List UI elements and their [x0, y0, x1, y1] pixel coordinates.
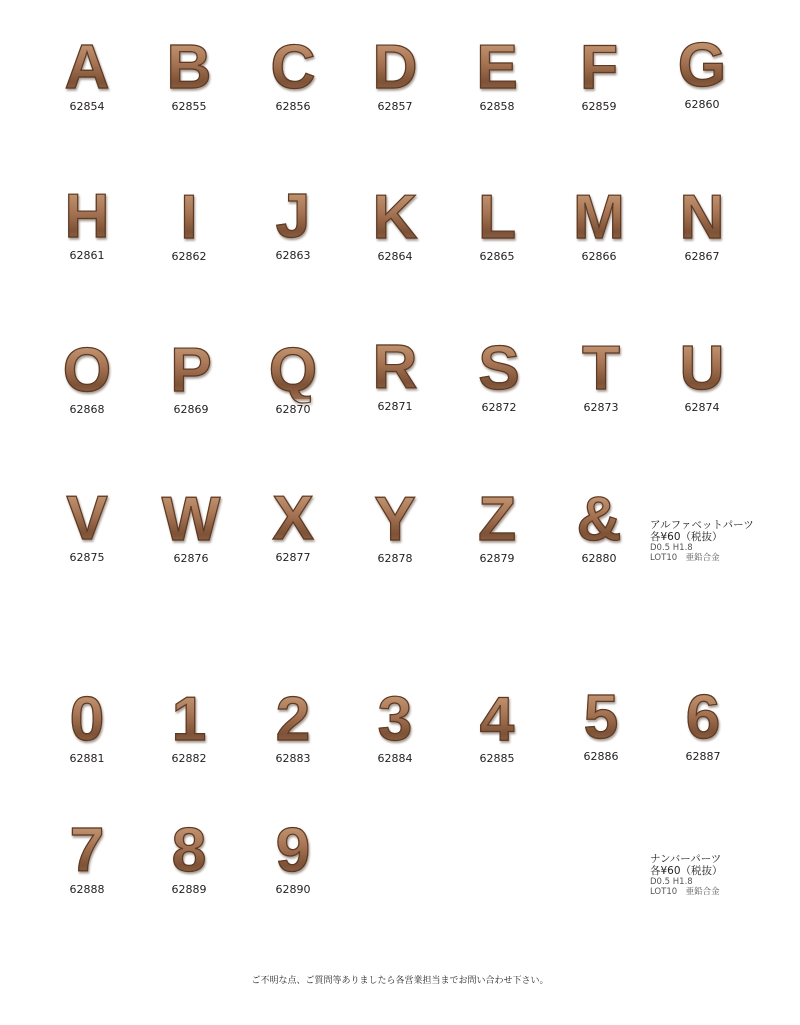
letter-glyph: O: [37, 343, 137, 399]
alphabet-part-c: [243, 33, 343, 113]
part-code: 62885: [479, 752, 515, 765]
part-code: 62860: [684, 98, 720, 111]
number-part-6: [653, 683, 753, 763]
part-code: 62861: [69, 249, 105, 262]
alphabet-part-z: [447, 485, 547, 565]
footer-note: ご不明な点、ご質問等ありましたら各営業担当までお問い合わせ下さい。: [251, 976, 549, 986]
part-code: 62876: [173, 552, 209, 565]
letter-glyph: G: [652, 38, 752, 94]
alphabet-info-price: 各¥60（税抜）: [650, 531, 723, 543]
letter-glyph: Z: [447, 492, 547, 548]
number-info: [650, 853, 723, 897]
alphabet-part-d: [345, 33, 445, 113]
letter-glyph: U: [652, 341, 752, 397]
number-part-2: [243, 685, 343, 765]
part-code: 62855: [171, 100, 207, 113]
part-code: 62859: [581, 100, 617, 113]
number-part-5: [551, 683, 651, 763]
alphabet-part-q: [243, 336, 343, 416]
digit-glyph: 3: [345, 692, 445, 748]
letter-glyph: E: [447, 40, 547, 96]
alphabet-part-s: [449, 334, 549, 414]
digit-glyph: 7: [37, 823, 137, 879]
digit-glyph: 8: [139, 823, 239, 879]
part-code: 62863: [275, 249, 311, 262]
letter-glyph: R: [345, 340, 445, 396]
letter-glyph: J: [243, 189, 343, 245]
letter-glyph: L: [447, 190, 547, 246]
alphabet-part-h: [37, 182, 137, 262]
part-code: 62866: [581, 250, 617, 263]
letter-glyph: P: [141, 343, 241, 399]
part-code: 62870: [275, 403, 311, 416]
part-code: 62868: [69, 403, 105, 416]
alphabet-part-k: [345, 183, 445, 263]
part-code: 62873: [583, 401, 619, 414]
alphabet-part-n: [652, 183, 752, 263]
letter-glyph: F: [549, 40, 649, 96]
letter-glyph: T: [551, 341, 651, 397]
part-code: 62854: [69, 100, 105, 113]
letter-glyph: W: [141, 492, 241, 548]
part-code: 62872: [481, 401, 517, 414]
alphabet-part-g: [652, 31, 752, 111]
alphabet-part-a: [37, 33, 137, 113]
letter-glyph: K: [345, 190, 445, 246]
number-part-0: [37, 685, 137, 765]
part-code: 62883: [275, 752, 311, 765]
digit-glyph: 1: [139, 692, 239, 748]
letter-glyph: I: [139, 190, 239, 246]
digit-glyph: 5: [551, 690, 651, 746]
letter-glyph: S: [449, 341, 549, 397]
letter-glyph: H: [37, 189, 137, 245]
alphabet-part-o: [37, 336, 137, 416]
part-code: 62889: [171, 883, 207, 896]
digit-glyph: 2: [243, 692, 343, 748]
part-code: 62862: [171, 250, 207, 263]
number-part-9: [243, 816, 343, 896]
alphabet-part-u: [652, 334, 752, 414]
part-code: 62865: [479, 250, 515, 263]
alphabet-part-j: [243, 182, 343, 262]
number-part-1: [139, 685, 239, 765]
part-code: 62879: [479, 552, 515, 565]
alphabet-part-v: [37, 484, 137, 564]
alphabet-part-y: [345, 485, 445, 565]
part-code: 62888: [69, 883, 105, 896]
number-info-size: D0.5 H1.8: [650, 877, 693, 887]
part-code: 62880: [581, 552, 617, 565]
alphabet-part-p: [141, 336, 241, 416]
letter-glyph: Y: [345, 492, 445, 548]
part-code: 62869: [173, 403, 209, 416]
number-info-title: ナンバーパーツ: [650, 853, 722, 865]
number-part-7: [37, 816, 137, 896]
letter-glyph: B: [139, 40, 239, 96]
letter-glyph: A: [37, 40, 137, 96]
alphabet-part-t: [551, 334, 651, 414]
digit-glyph: 4: [447, 692, 547, 748]
number-info-lot: LOT10 亜鉛合金: [650, 887, 720, 897]
letter-glyph: M: [549, 190, 649, 246]
letter-glyph: &: [549, 492, 649, 548]
alphabet-part-w: [141, 485, 241, 565]
part-code: 62886: [583, 750, 619, 763]
digit-glyph: 0: [37, 692, 137, 748]
letter-glyph: Q: [243, 343, 343, 399]
alphabet-part-b: [139, 33, 239, 113]
alphabet-part-ampersand: [549, 485, 649, 565]
part-code: 62867: [684, 250, 720, 263]
alphabet-part-r: [345, 333, 445, 413]
alphabet-info-size: D0.5 H1.8: [650, 543, 693, 553]
alphabet-info-title: アルファベットパーツ: [650, 519, 754, 531]
alphabet-part-l: [447, 183, 547, 263]
number-part-8: [139, 816, 239, 896]
part-code: 62858: [479, 100, 515, 113]
part-code: 62874: [684, 401, 720, 414]
letter-glyph: D: [345, 40, 445, 96]
alphabet-part-x: [243, 484, 343, 564]
alphabet-part-e: [447, 33, 547, 113]
alphabet-info-lot: LOT10 亜鉛合金: [650, 553, 720, 563]
part-code: 62881: [69, 752, 105, 765]
part-code: 62875: [69, 551, 105, 564]
letter-glyph: V: [37, 491, 137, 547]
alphabet-part-f: [549, 33, 649, 113]
letter-glyph: C: [243, 40, 343, 96]
part-code: 62890: [275, 883, 311, 896]
number-info-price: 各¥60（税抜）: [650, 865, 723, 877]
letter-glyph: X: [243, 491, 343, 547]
part-code: 62884: [377, 752, 413, 765]
part-code: 62871: [377, 400, 413, 413]
part-code: 62878: [377, 552, 413, 565]
alphabet-info: [650, 519, 754, 563]
part-code: 62857: [377, 100, 413, 113]
part-code: 62887: [685, 750, 721, 763]
part-code: 62864: [377, 250, 413, 263]
number-part-4: [447, 685, 547, 765]
alphabet-part-i: [139, 183, 239, 263]
alphabet-part-m: [549, 183, 649, 263]
digit-glyph: 9: [243, 823, 343, 879]
part-code: 62856: [275, 100, 311, 113]
letter-glyph: N: [652, 190, 752, 246]
part-code: 62877: [275, 551, 311, 564]
number-part-3: [345, 685, 445, 765]
digit-glyph: 6: [653, 690, 753, 746]
part-code: 62882: [171, 752, 207, 765]
